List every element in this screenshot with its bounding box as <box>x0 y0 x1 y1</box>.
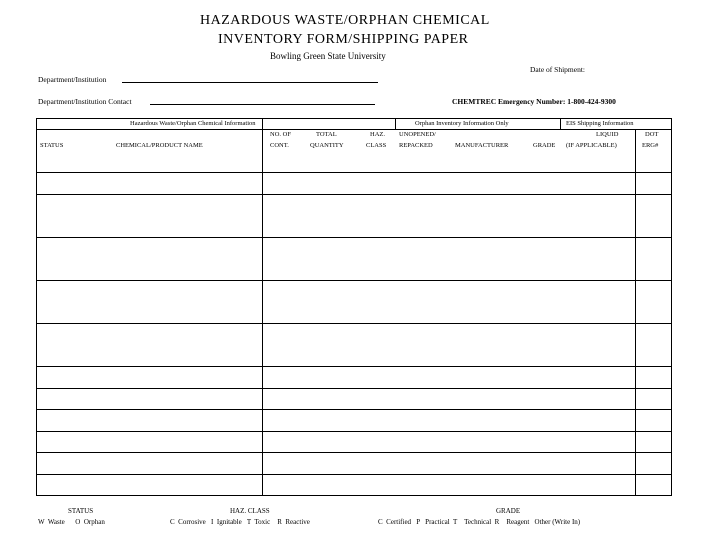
row-line <box>36 194 672 195</box>
form-title-line1: HAZARDOUS WASTE/ORPHAN CHEMICAL <box>200 13 490 28</box>
contact-label: Department/Institution Contact <box>38 97 132 106</box>
legend-grade-title: GRADE <box>496 507 521 515</box>
legend-status-items: W Waste O Orphan <box>38 518 105 526</box>
university-name: Bowling Green State University <box>270 51 386 61</box>
col-chemical-name: CHEMICAL/PRODUCT NAME <box>116 142 203 149</box>
department-label: Department/Institution <box>38 75 107 84</box>
row-line <box>36 474 672 475</box>
col-repacked: REPACKED <box>399 142 433 149</box>
inventory-table <box>36 118 672 496</box>
row-line <box>36 172 672 173</box>
date-of-shipment-label: Date of Shipment: <box>530 65 585 74</box>
eis-group-header: EIS Shipping Information <box>566 120 634 127</box>
row-line <box>36 431 672 432</box>
col-if-applicable: (IF APPLICABLE) <box>566 142 617 149</box>
row-line <box>36 452 672 453</box>
row-line <box>36 388 672 389</box>
row-line <box>36 366 672 367</box>
col-erg: ERG# <box>642 142 659 149</box>
emergency-number: CHEMTREC Emergency Number: 1-800-424-9300 <box>452 97 616 106</box>
col-no-of: NO. OF <box>270 131 291 138</box>
orphan-group-header: Orphan Inventory Information Only <box>415 120 509 127</box>
form-title-line2: INVENTORY FORM/SHIPPING PAPER <box>218 32 469 47</box>
col-cont: CONT. <box>270 142 289 149</box>
col-status: STATUS <box>40 142 64 149</box>
col-unopened: UNOPENED/ <box>399 131 436 138</box>
legend-haz-items: C Corrosive I Ignitable T Toxic R Reactive <box>170 518 310 526</box>
col-quantity: QUANTITY <box>310 142 344 149</box>
department-field[interactable] <box>122 82 378 83</box>
hazardous-group-header: Hazardous Waste/Orphan Chemical Information <box>130 120 256 127</box>
col-haz: HAZ. <box>370 131 385 138</box>
col-grade: GRADE <box>533 142 556 149</box>
row-line <box>36 323 672 324</box>
row-line <box>36 409 672 410</box>
col-dot: DOT <box>645 131 659 138</box>
legend-haz-title: HAZ. CLASS <box>230 507 270 515</box>
contact-field[interactable] <box>150 104 375 105</box>
row-line <box>36 280 672 281</box>
col-total: TOTAL <box>316 131 337 138</box>
row-line <box>36 237 672 238</box>
legend-status-title: STATUS <box>68 507 94 515</box>
col-liquid: LIQUID <box>596 131 619 138</box>
legend-grade-items: C Certified P Practical T Technical R Reagent Other (Write In) <box>378 518 581 526</box>
col-class: CLASS <box>366 142 387 149</box>
col-manufacturer: MANUFACTURER <box>455 142 509 149</box>
